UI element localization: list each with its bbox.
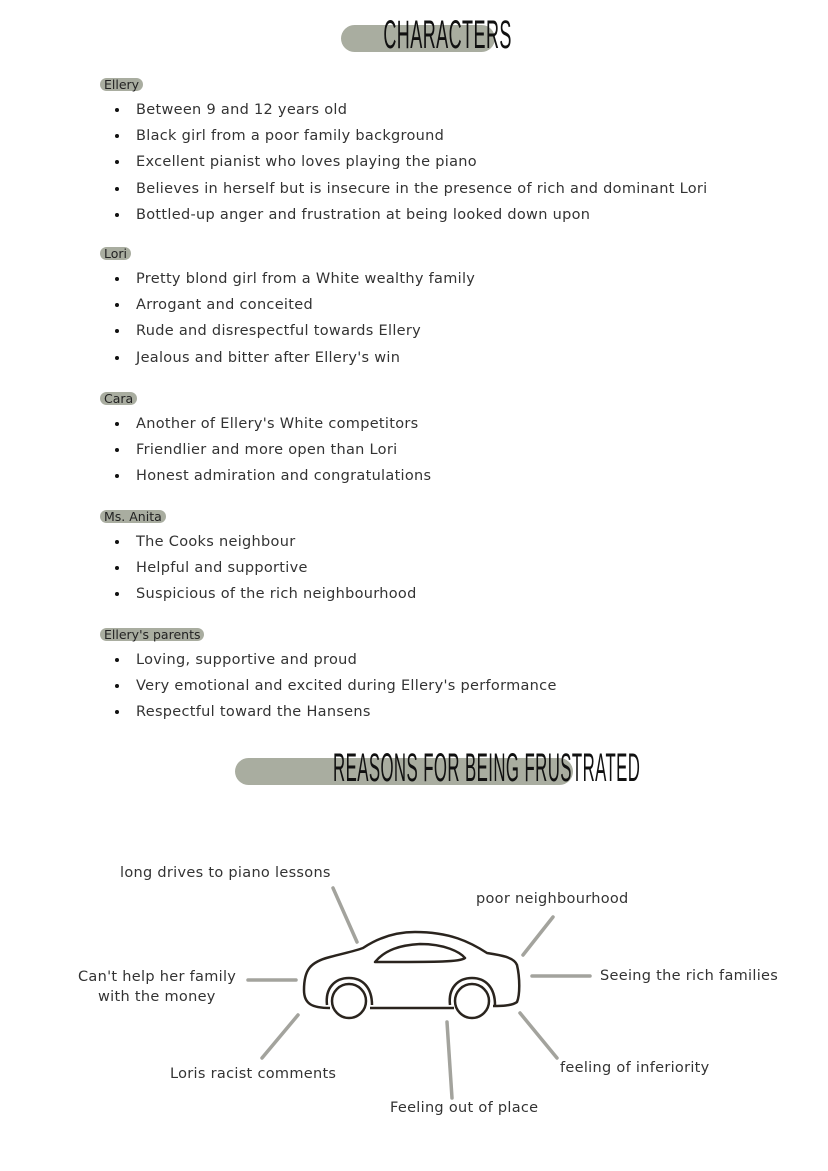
trait-item: • Jealous and bitter after Ellery's win [130, 345, 475, 371]
trait-item: • Between 9 and 12 years old [130, 97, 708, 123]
trait-item: • Believes in herself but is insecure in the presence of rich and dominant Lori [130, 176, 708, 202]
character-name-tag: Ellery's parents [100, 628, 204, 641]
reason-poor-neighbourhood: poor neighbourhood [476, 891, 629, 907]
trait-item: • Very emotional and excited during Ellery's performance [130, 673, 557, 699]
reason-cant-help-line1: Can't help her family [78, 969, 237, 985]
reason-seeing-rich: Seeing the rich families [600, 968, 779, 984]
connector-line [447, 1022, 452, 1098]
trait-item: • Bottled-up anger and frustration at being looked down upon [130, 202, 708, 228]
trait-item: • Black girl from a poor family background [130, 123, 708, 149]
reasons-title: REASONS FOR BEING FRUSTRATED [235, 758, 573, 785]
connector-line [523, 917, 553, 955]
character-name-tag: Ellery [100, 78, 143, 91]
trait-item: • Friendlier and more open than Lori [130, 437, 431, 463]
trait-item: • Loving, supportive and proud [130, 647, 557, 673]
trait-item: • Rude and disrespectful towards Ellery [130, 318, 475, 344]
trait-item: • Helpful and supportive [130, 555, 417, 581]
character-name-tag: Lori [100, 247, 131, 260]
reason-loris-comments: Loris racist comments [170, 1066, 337, 1082]
trait-item: • Suspicious of the rich neighbourhood [130, 581, 417, 607]
connector-line [262, 1015, 298, 1058]
connector-line [333, 888, 357, 942]
trait-item: • Arrogant and conceited [130, 292, 475, 318]
trait-item: • Respectful toward the Hansens [130, 699, 557, 725]
connector-line [520, 1013, 557, 1058]
reason-out-of-place: Feeling out of place [390, 1100, 539, 1116]
car-icon [304, 932, 519, 1018]
reason-inferiority: feeling of inferiority [560, 1060, 710, 1076]
characters-title: CHARACTERS [341, 25, 495, 52]
trait-item: • The Cooks neighbour [130, 529, 417, 555]
trait-item: • Pretty blond girl from a White wealthy family [130, 266, 475, 292]
trait-item: • Another of Ellery's White competitors [130, 411, 431, 437]
trait-item: • Excellent pianist who loves playing the piano [130, 149, 708, 175]
reason-cant-help-line2: with the money [98, 989, 216, 1005]
character-name-tag: Ms. Anita [100, 510, 166, 523]
character-name-tag: Cara [100, 392, 137, 405]
reason-long-drives: long drives to piano lessons [120, 865, 331, 881]
trait-item: • Honest admiration and congratulations [130, 463, 431, 489]
